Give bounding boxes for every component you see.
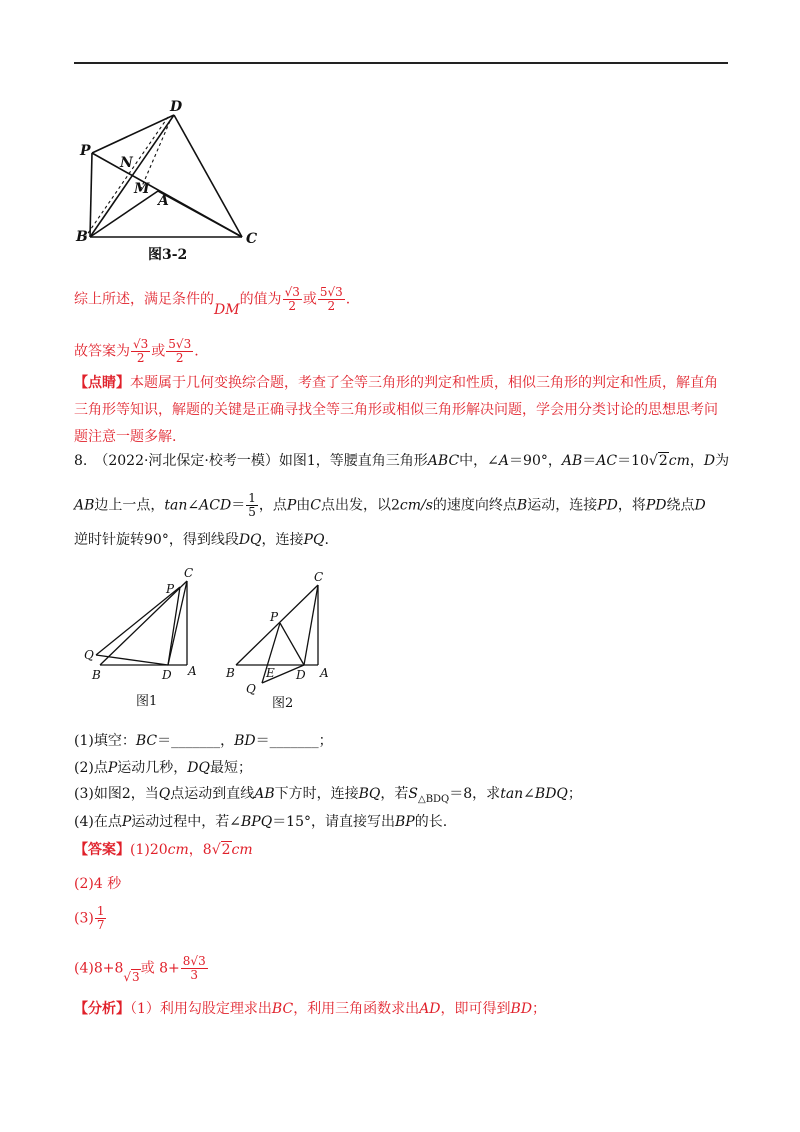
fig1-caption: 图1 [136, 694, 158, 709]
figure-caption: 图3-2 [148, 247, 188, 263]
problem-line-3: 逆时针旋转90°，得到线段DQ，连接PQ. [74, 532, 329, 548]
fig2-segment-pd [280, 623, 304, 665]
question-2: (2)点P运动几秒，DQ最短； [74, 760, 252, 776]
summary-line-2: 故答案为 $\frac{√3}{2}$ 或 $\frac{5√3}{2}$ . [74, 337, 199, 365]
question-4: (4)在点P运动过程中，若∠BPQ＝15°，请直接写出BP的长. [74, 814, 448, 830]
answer-2: (2)4 秒 [74, 876, 122, 892]
point-c-label: C [246, 231, 258, 247]
analysis-line: 【分析】（1）利用勾股定理求出BC，利用三角函数求出AD，即可得到BD； [74, 1001, 547, 1017]
answer-3: (3) $\frac{1}{7}$ [74, 904, 105, 932]
fig1-segment-pd [168, 587, 180, 665]
fig2-caption: 图2 [272, 696, 294, 711]
remark-label: 【点睛】 [74, 375, 130, 391]
point-b-label: B [76, 229, 88, 245]
fig2-b-label: B [226, 666, 235, 680]
segment-ba [90, 191, 158, 237]
segment-dashed-nb [84, 117, 168, 239]
point-a-label: A [158, 193, 169, 209]
fig2-p-label: P [270, 610, 279, 624]
fig1-q-label: Q [84, 648, 94, 662]
analysis-label: 【分析】 [74, 1001, 130, 1017]
answer-label: 【答案】 [74, 842, 130, 858]
fig1-b-label: B [92, 668, 101, 682]
fig1-p-label: P [166, 582, 175, 596]
fig2-d-label: D [296, 668, 306, 682]
fig1-c-label: C [184, 566, 194, 580]
question-3: (3)如图2，当Q点运动到直线AB下方时，连接BQ，若$S_{\triangle BDQ}=8$，求tan∠BDQ； [74, 786, 582, 805]
fig2-a-label: A [320, 666, 329, 680]
problem-line-2: AB边上一点，tan∠ACD＝ $\frac{1}{5}$ ，点P由C点出发，以2cm/s的速度向终点B运动，连接PD，将PD绕点D [74, 491, 706, 519]
problem-line-1: 8. （2022·河北保定·校考一模）如图1，等腰直角三角形ABC中，∠A＝90°，AB＝AC＝10√2cm，D为 [74, 453, 730, 469]
answer-1: 【答案】(1)20cm，8√2cm [74, 842, 253, 858]
fig1-segment-pq [96, 587, 180, 655]
fig2-q-label: Q [246, 682, 256, 696]
header-rule [74, 62, 728, 64]
figure-1 [80, 565, 210, 715]
remark-paragraph [74, 370, 728, 451]
point-m-label: M [134, 181, 150, 197]
segment-pb [90, 153, 92, 237]
figure-3-2 [70, 95, 270, 265]
fig2-e-label: E [266, 666, 275, 680]
remark-text: 本题属于几何变换综合题，考查了全等三角形的判定和性质，相似三角形的判定和性质，解直角三角形等知识，解题的关键是正确寻找全等三角形或相似三角形解决问题，学会用分类讨论的思想思考问题注意一题多解. [74, 375, 718, 445]
fig1-segment-qd [96, 655, 168, 665]
fig1-d-label: D [162, 668, 172, 682]
figure-2 [222, 565, 342, 715]
fig2-c-label: C [314, 570, 324, 584]
answer-4: (4)8+8√3或 8+ $\frac{8√3}{3}$ [74, 954, 206, 984]
fig1-a-label: A [188, 664, 197, 678]
point-d-label: D [170, 99, 183, 115]
point-n-label: N [120, 155, 133, 171]
point-p-label: P [80, 143, 91, 159]
summary-line-1: 综上所述，满足条件的DM的值为 $\frac{√3}{2}$ 或 $\frac{5√3}{2}$ . [74, 285, 351, 318]
question-1: (1)填空：BC＝_______，BD＝_______； [74, 733, 333, 749]
